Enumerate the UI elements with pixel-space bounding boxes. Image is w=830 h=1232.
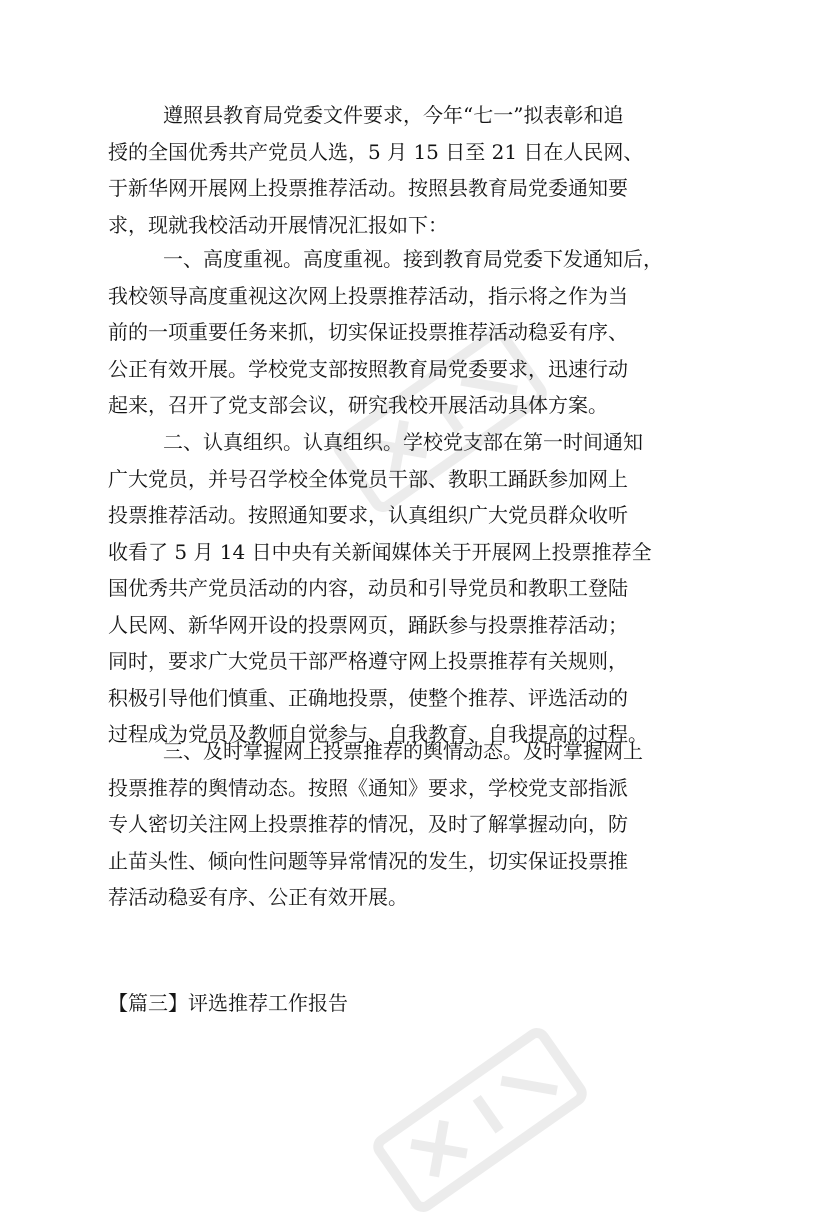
watermark-icon — [355, 1008, 604, 1232]
text-line: 荐活动稳妥有序、公正有效开展。 — [108, 885, 408, 909]
text-line: 收看了 5 月 14 日中央有关新闻媒体关于开展网上投票推荐全 — [108, 539, 652, 564]
text-line: 同时，要求广大党员干部严格遵守网上投票推荐有关规则， — [108, 649, 628, 673]
text-line: 止苗头性、倾向性问题等异常情况的发生，切实保证投票推 — [108, 848, 628, 873]
text-line: 遵照县教育局党委文件要求，今年“七一”拟表彰和追 — [163, 103, 624, 127]
text-line: 授的全国优秀共产党员人选，5 月 15 日至 21 日在人民网、 — [108, 139, 644, 164]
text-line: 国优秀共产党员活动的内容，动员和引导党员和教职工登陆 — [108, 576, 628, 600]
paragraph-section-three — [108, 733, 728, 916]
text-line: 于新华网开展网上投票推荐活动。按照县教育局党委通知要 — [108, 176, 628, 200]
text-line: 三、及时掌握网上投票推荐的舆情动态。及时掌握网上 — [163, 739, 643, 763]
text-line: 积极引导他们慎重、正确地投票，使整个推荐、评选活动的 — [108, 685, 628, 710]
text-line: 一、高度重视。高度重视。接到教育局党委下发通知后， — [163, 247, 663, 271]
text-line: 广大党员，并号召学校全体党员干部、教职工踊跃参加网上 — [108, 466, 628, 491]
text-line: 专人密切关注网上投票推荐的情况，及时了解掌握动向，防 — [108, 812, 628, 836]
text-line: 公正有效开展。学校党支部按照教育局党委要求，迅速行动 — [108, 356, 628, 381]
paragraph-section-two — [108, 424, 728, 753]
section-heading: 【篇三】评选推荐工作报告 — [108, 991, 348, 1015]
text-line: 过程成为党员及教师自觉参与、自我教育、自我提高的过程。 — [108, 722, 648, 746]
text-line: 二、认真组织。认真组织。学校党支部在第一时间通知 — [163, 430, 643, 454]
paragraph-section-one — [108, 241, 728, 424]
text-line: 投票推荐的舆情动态。按照《通知》要求，学校党支部指派 — [108, 775, 628, 800]
text-line: 求，现就我校活动开展情况汇报如下： — [108, 212, 448, 237]
text-line: 我校领导高度重视这次网上投票推荐活动，指示将之作为当 — [108, 283, 628, 308]
text-line: 投票推荐活动。按照通知要求，认真组织广大党员群众收听 — [108, 503, 628, 527]
paragraph-intro — [108, 97, 728, 243]
text-line: 前的一项重要任务来抓，切实保证投票推荐活动稳妥有序、 — [108, 320, 628, 344]
text-line: 人民网、新华网开设的投票网页，踊跃参与投票推荐活动； — [108, 612, 628, 637]
text-line: 起来，召开了党支部会议，研究我校开展活动具体方案。 — [108, 393, 608, 417]
